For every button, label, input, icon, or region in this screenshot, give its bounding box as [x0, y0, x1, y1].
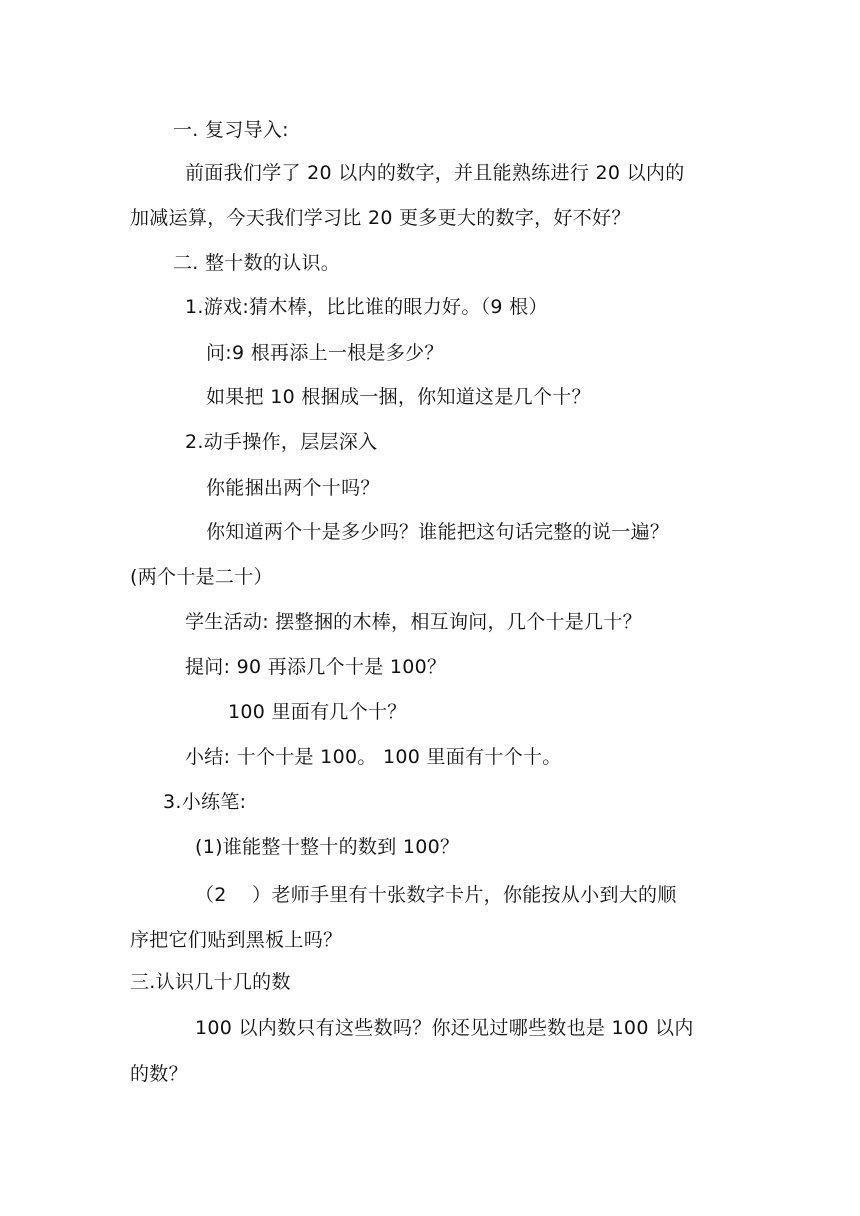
- list-item: (1)谁能整十整十的数到 100？: [195, 836, 460, 858]
- paragraph-line: 的数？: [130, 1063, 188, 1085]
- paragraph-line: 你知道两个十是多少吗？谁能把这句话完整的说一遍？: [206, 521, 670, 543]
- paragraph-line: 问:9 根再添上一根是多少？: [206, 342, 444, 364]
- paragraph-line: 你能捆出两个十吗？: [206, 477, 380, 499]
- list-item: 1.游戏:猜木棒，比比谁的眼力好。（9 根）: [185, 296, 548, 318]
- section-1-heading: 一. 复习导入:: [173, 119, 289, 141]
- paragraph-line: 序把它们贴到黑板上吗？: [130, 929, 343, 951]
- paragraph-line: 提问: 90 再添几个十是 100？: [185, 656, 447, 678]
- paragraph-line: (两个十是二十）: [130, 566, 273, 588]
- list-item: （2 ）老师手里有十张数字卡片，你能按从小到大的顺: [195, 884, 677, 906]
- section-3-heading: 三.认识几十几的数: [130, 971, 291, 993]
- paragraph-line: 100 以内数只有这些数吗？你还见过哪些数也是 100 以内: [195, 1017, 694, 1039]
- paragraph-line: 加减运算，今天我们学习比 20 更多更大的数字，好不好？: [130, 207, 631, 229]
- paragraph-line: 学生活动: 摆整捆的木棒，相互询问，几个十是几十？: [185, 611, 642, 633]
- paragraph-line: 小结: 十个十是 100。 100 里面有十个十。: [185, 746, 562, 768]
- list-item: 2.动手操作，层层深入: [185, 431, 378, 453]
- paragraph-line: 前面我们学了 20 以内的数字，并且能熟练进行 20 以内的: [185, 162, 685, 184]
- paragraph-line: 如果把 10 根捆成一捆，你知道这是几个十？: [206, 386, 591, 408]
- list-item: 3.小练笔:: [163, 791, 247, 813]
- paragraph-line: 100 里面有几个十？: [228, 701, 407, 723]
- section-2-heading: 二. 整十数的认识。: [173, 252, 341, 274]
